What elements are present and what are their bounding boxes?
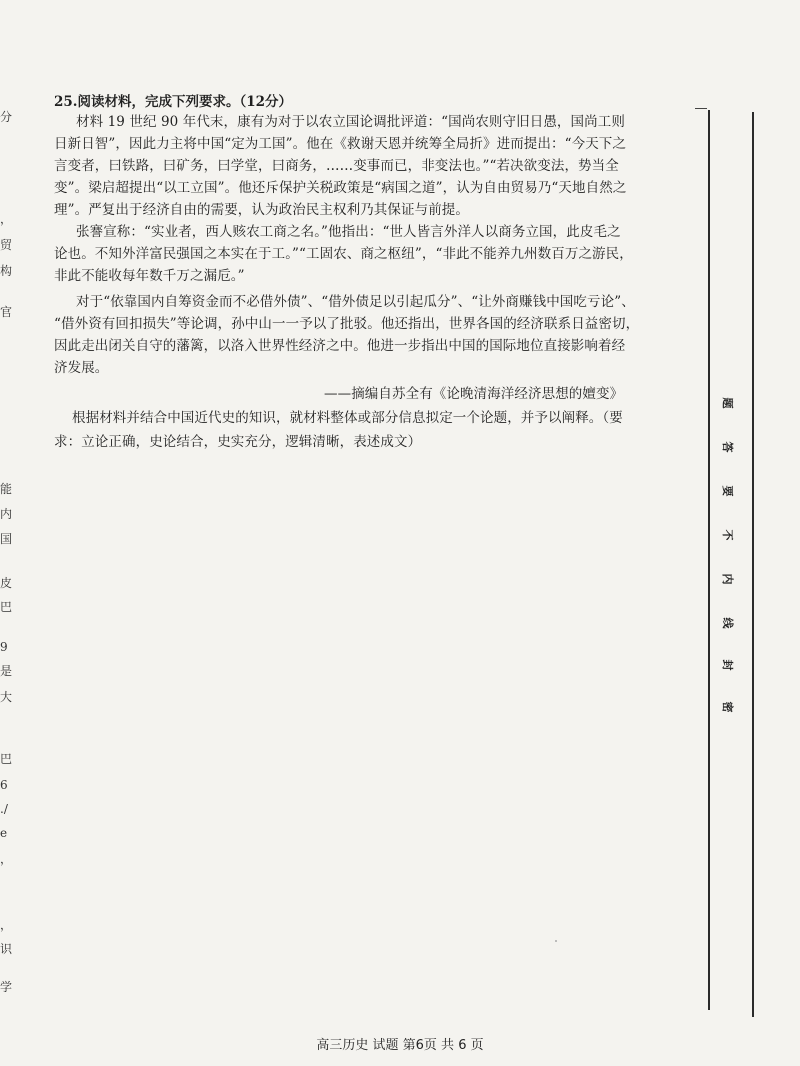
scan-speck <box>555 940 557 942</box>
material-line: 对于“依靠国内自筹资金而不必借外债”、“借外债足以引起瓜分”、“让外商赚钱中国吃亏论”、 <box>76 294 635 310</box>
edge-char: 内 <box>0 507 13 521</box>
page-footer: 高三历史 试题 第6页 共 6 页 <box>316 1038 484 1053</box>
question-title: 25.阅读材料，完成下列要求。（12分） <box>54 94 293 110</box>
seal-char: 题 <box>721 397 734 409</box>
edge-char: 皮 <box>0 576 13 590</box>
edge-char: 大 <box>0 690 13 704</box>
edge-char: ./ <box>0 802 8 816</box>
material-source: ——摘编自苏全有《论晚清海洋经济思想的嬗变》 <box>324 386 624 402</box>
edge-char: 分 <box>0 110 13 124</box>
material-line: 言变者，曰铁路，曰矿务，曰学堂，曰商务，……变事而已，非变法也。”“若决欲变法，势当全 <box>54 158 619 174</box>
edge-char: 构 <box>0 264 13 278</box>
seal-char: 不 <box>721 529 734 541</box>
edge-char: 能 <box>0 482 13 496</box>
edge-char: ， <box>0 918 13 932</box>
edge-char: 巴 <box>0 600 13 614</box>
requirement-line: 求：立论正确，史论结合，史实充分，逻辑清晰，表述成文） <box>54 434 422 450</box>
edge-char: ， <box>0 852 13 866</box>
edge-char: 是 <box>0 664 13 678</box>
seal-char: 答 <box>721 441 734 453</box>
seal-char: 线 <box>721 617 734 629</box>
seal-char: 要 <box>721 485 734 497</box>
edge-char: 学 <box>0 980 13 994</box>
material-line: 因此走出闭关自守的藩篱，以洛入世界性经济之中。他进一步指出中国的国际地位直接影响着经 <box>54 338 626 354</box>
binding-line-inner <box>752 112 754 1017</box>
material-line: 张謇宣称：“实业者，西人赅农工商之名。”他指出：“世人皆言外洋人以商务立国，此皮毛之 <box>76 224 621 240</box>
seal-line-notice <box>713 395 743 725</box>
seal-char: 内 <box>721 573 734 585</box>
edge-char: 贸 <box>0 238 13 252</box>
seal-char: 封 <box>721 659 734 671</box>
material-line: 理”。严复出于经济自由的需要，认为政治民主权利乃其保证与前提。 <box>54 202 470 218</box>
material-line: 材料 19 世纪 90 年代末，康有为对于以农立国论调批评道：“国尚农则守旧日愚，国尚工则 <box>76 114 625 130</box>
material-line: 济发展。 <box>54 360 109 376</box>
binding-tick <box>695 108 707 109</box>
requirement-line: 根据材料并结合中国近代史的知识，就材料整体或部分信息拟定一个论题，并予以阐释。（要 <box>72 410 623 426</box>
material-line: 日新日智”，因此力主将中国“定为工国”。他在《救谢天恩并统筹全局折》进而提出：“今天下之 <box>54 136 627 152</box>
edge-char: e <box>0 826 8 840</box>
edge-char: ， <box>0 212 13 226</box>
edge-char: 识 <box>0 942 13 956</box>
material-line: 非此不能收每年数千万之漏卮。” <box>54 268 245 284</box>
edge-char: 官 <box>0 305 13 319</box>
binding-line-outer <box>708 110 710 1010</box>
seal-char: 密 <box>721 701 734 713</box>
adjacent-page-edge <box>0 0 18 1066</box>
edge-char: 国 <box>0 532 13 546</box>
edge-char: 巴 <box>0 752 13 766</box>
material-line: 变”。梁启超提出“以工立国”。他还斥保护关税政策是“病国之道”，认为自由贸易乃“天地自然之 <box>54 180 627 196</box>
material-line: 论也。不知外洋富民强国之本实在于工。”“工固农、商之枢纽”，“非此不能养九州数百万之游民， <box>54 246 633 262</box>
edge-char: 6 <box>0 778 8 792</box>
material-line: “借外资有回扣损失”等论调，孙中山一一予以了批驳。他还指出，世界各国的经济联系日益密切， <box>54 316 640 332</box>
edge-char: 9 <box>0 640 8 654</box>
